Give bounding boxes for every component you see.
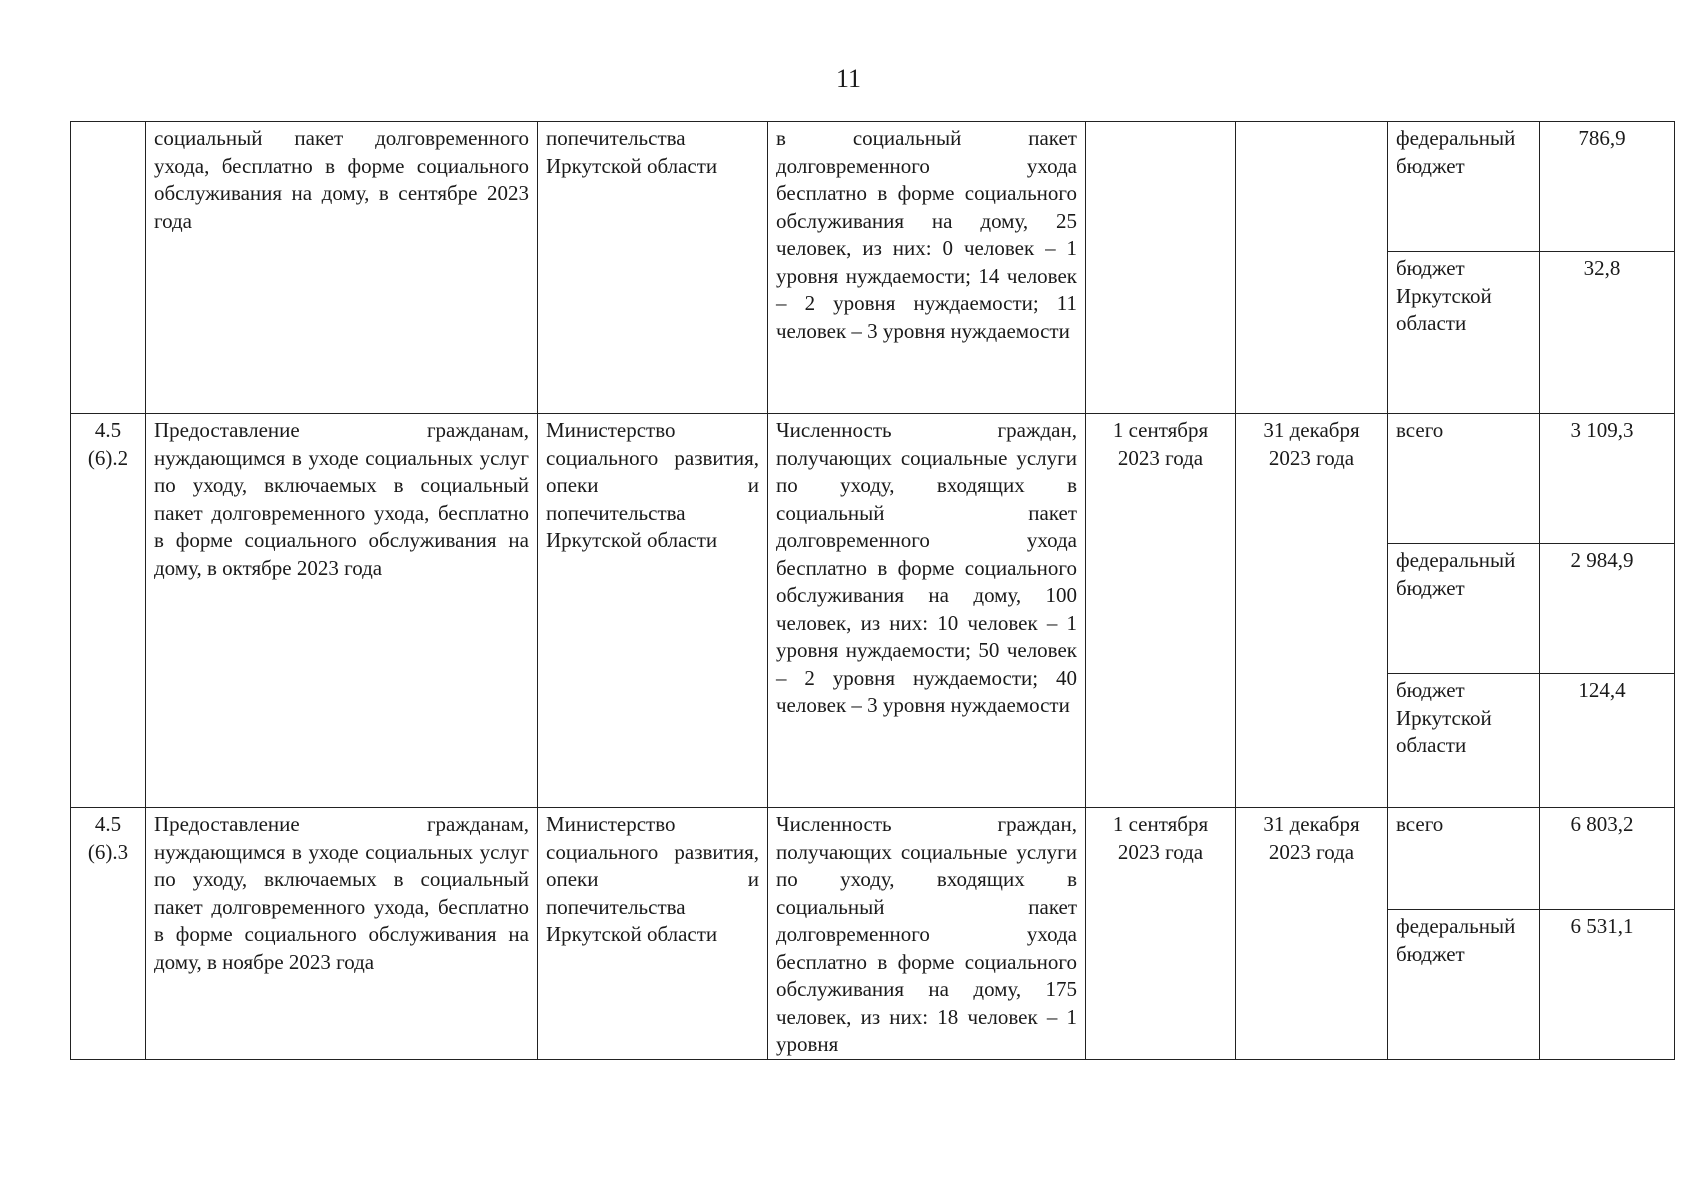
start-date-cell: 1 сентября 2023 года	[1086, 808, 1236, 1060]
table-row	[71, 414, 1675, 544]
funding-source-cell: бюджет Иркутской области	[1388, 252, 1540, 414]
page-number: 11	[835, 64, 862, 93]
funding-source-cell: федеральный бюджет	[1388, 910, 1540, 1060]
indicator-cell: Численность граждан, получающих социальные услуги по уходу, входящих в социальный пакет долговременного ухода бесплатно в форме социального обслуживания на дому, 100 человек, из них: 10 человек – 1 уровня нуждаемости; 50 человек – 2 уровня нуждаемости; 40 человек – 3 уровня нуждаемости	[768, 414, 1086, 808]
indicator-cell: в социальный пакет долговременного ухода бесплатно в форме социального обслуживания на дому, 25 человек, из них: 0 человек – 1 уровня нуждаемости; 14 человек – 2 уровня нуждаемости; 11 человек – 3 уровня нуждаемости	[768, 122, 1086, 414]
row-number-cell	[71, 122, 146, 414]
end-date-cell: 31 декабря 2023 года	[1236, 414, 1388, 808]
end-date-cell: 31 декабря 2023 года	[1236, 808, 1388, 1060]
funding-source-cell: всего	[1388, 808, 1540, 910]
start-date-cell: 1 сентября 2023 года	[1086, 414, 1236, 808]
row-number-cell: 4.5 (6).3	[71, 808, 146, 1060]
executor-cell: Министерство социального развития, опеки и попечительства Иркутской области	[538, 414, 768, 808]
activity-cell: Предоставление гражданам, нуждающимся в уходе социальных услуг по уходу, включаемых в социальный пакет долговременного ухода, бесплатно в форме социального обслуживания на дому, в ноябре 2023 года	[146, 808, 538, 1060]
table-row	[71, 122, 1675, 252]
funding-amount-cell: 32,8	[1540, 252, 1675, 414]
funding-amount-cell: 6 531,1	[1540, 910, 1675, 1060]
funding-source-cell: бюджет Иркутской области	[1388, 674, 1540, 808]
executor-cell: Министерство социального развития, опеки и попечительства Иркутской области	[538, 808, 768, 1060]
funding-amount-cell: 2 984,9	[1540, 544, 1675, 674]
activity-cell: Предоставление гражданам, нуждающимся в уходе социальных услуг по уходу, включаемых в социальный пакет долговременного ухода, бесплатно в форме социального обслуживания на дому, в октябре 2023 года	[146, 414, 538, 808]
activity-cell: социальный пакет долговременного ухода, бесплатно в форме социального обслуживания на дому, в сентябре 2023 года	[146, 122, 538, 414]
program-activities-table	[70, 121, 1675, 1060]
end-date-cell	[1236, 122, 1388, 414]
row-number-cell: 4.5 (6).2	[71, 414, 146, 808]
start-date-cell	[1086, 122, 1236, 414]
funding-source-cell: федеральный бюджет	[1388, 122, 1540, 252]
funding-source-cell: всего	[1388, 414, 1540, 544]
funding-source-cell: федеральный бюджет	[1388, 544, 1540, 674]
funding-amount-cell: 6 803,2	[1540, 808, 1675, 910]
indicator-cell: Численность граждан, получающих социальные услуги по уходу, входящих в социальный пакет долговременного ухода бесплатно в форме социального обслуживания на дому, 175 человек, из них: 18 человек – 1 уровня	[768, 808, 1086, 1060]
funding-amount-cell: 124,4	[1540, 674, 1675, 808]
table-row	[71, 808, 1675, 910]
executor-cell: попечительства Иркутской области	[538, 122, 768, 414]
funding-amount-cell: 786,9	[1540, 122, 1675, 252]
funding-amount-cell: 3 109,3	[1540, 414, 1675, 544]
